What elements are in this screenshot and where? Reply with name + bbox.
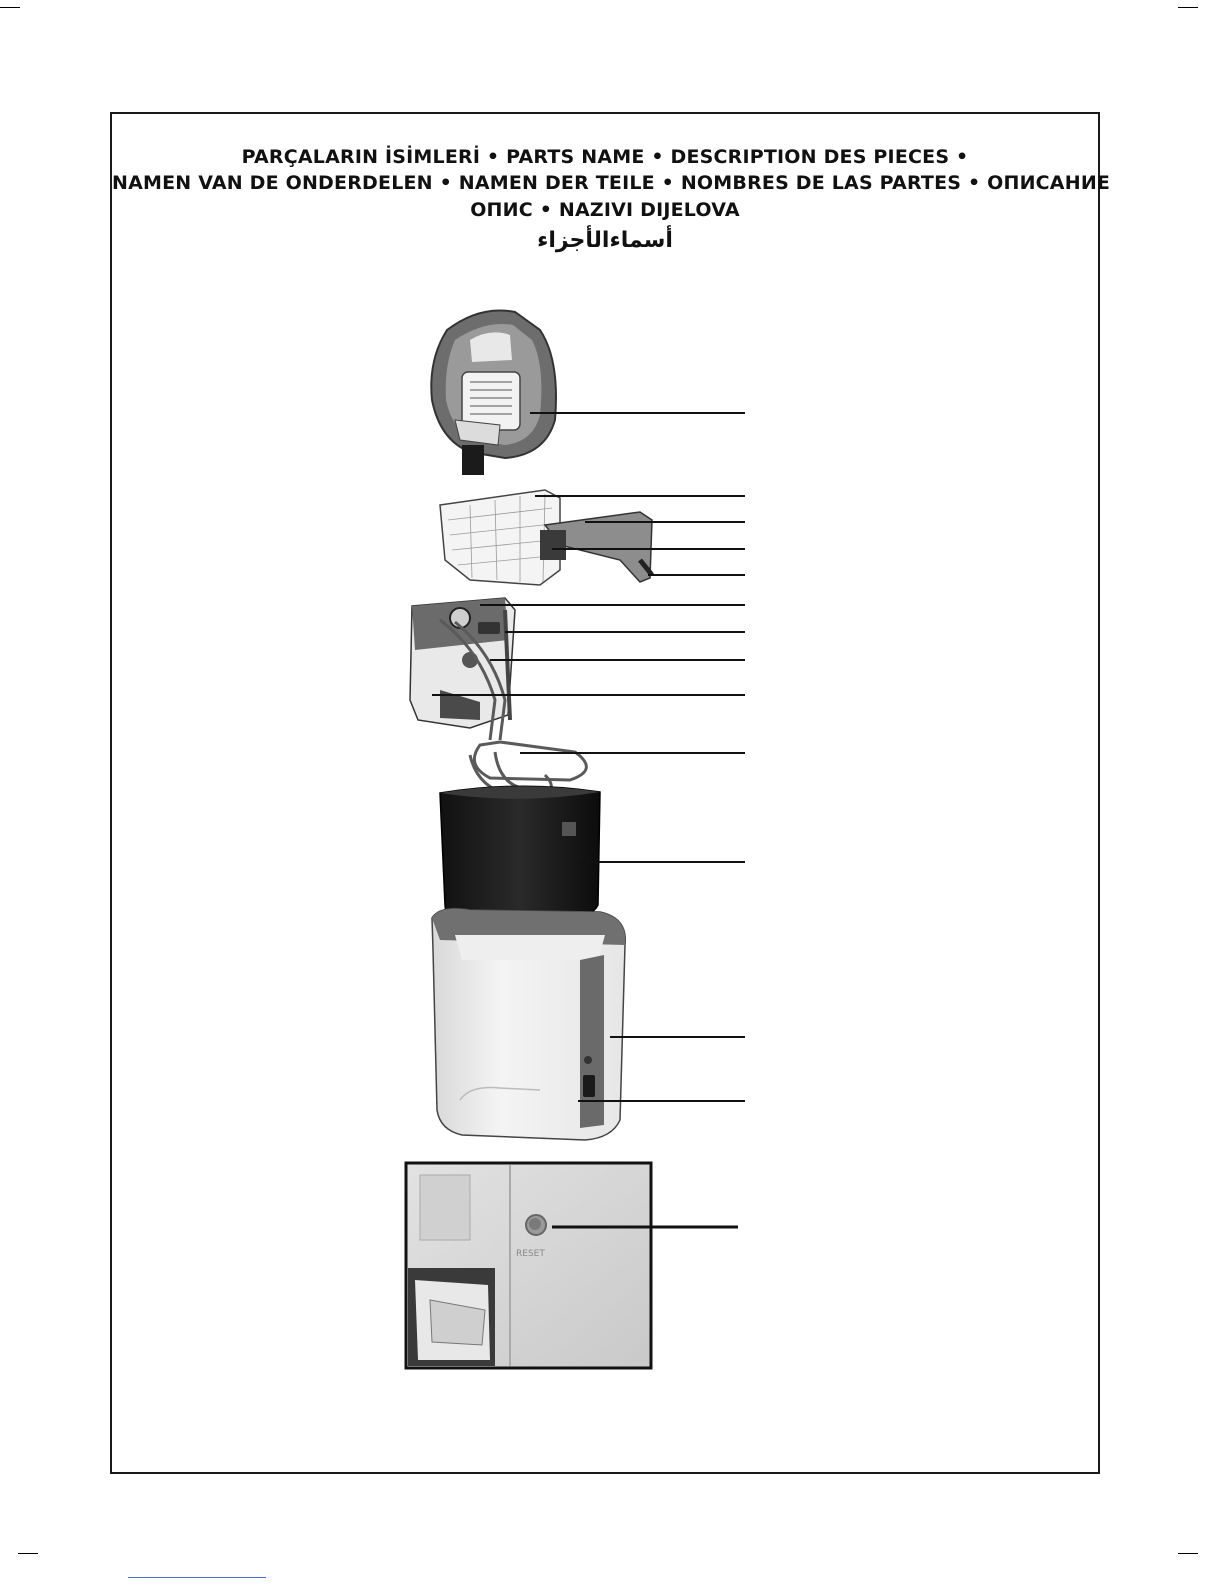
control-unit-illustration [410, 598, 515, 728]
title-line-3: ОПИС • NAZIVI DIJELOVA [470, 199, 740, 221]
reset-label: RESET [516, 1249, 545, 1259]
title-line-arabic: أسماءالأجزاء [537, 228, 673, 253]
reset-inset-photo [406, 1163, 651, 1368]
title-line-1: PARÇALARIN İSİMLERİ • PARTS NAME • DESCRIPTION DES PIECES • [241, 146, 969, 168]
body-illustration [432, 909, 625, 1140]
lid-illustration [431, 310, 556, 475]
oil-pot-illustration [440, 786, 600, 922]
basket-illustration [440, 490, 652, 585]
title-line-2: NAMEN VAN DE ONDERDELEN • NAMEN DER TEILE • NOMBRES DE LAS PARTES • ОПИСАНИЕ [112, 172, 1111, 194]
